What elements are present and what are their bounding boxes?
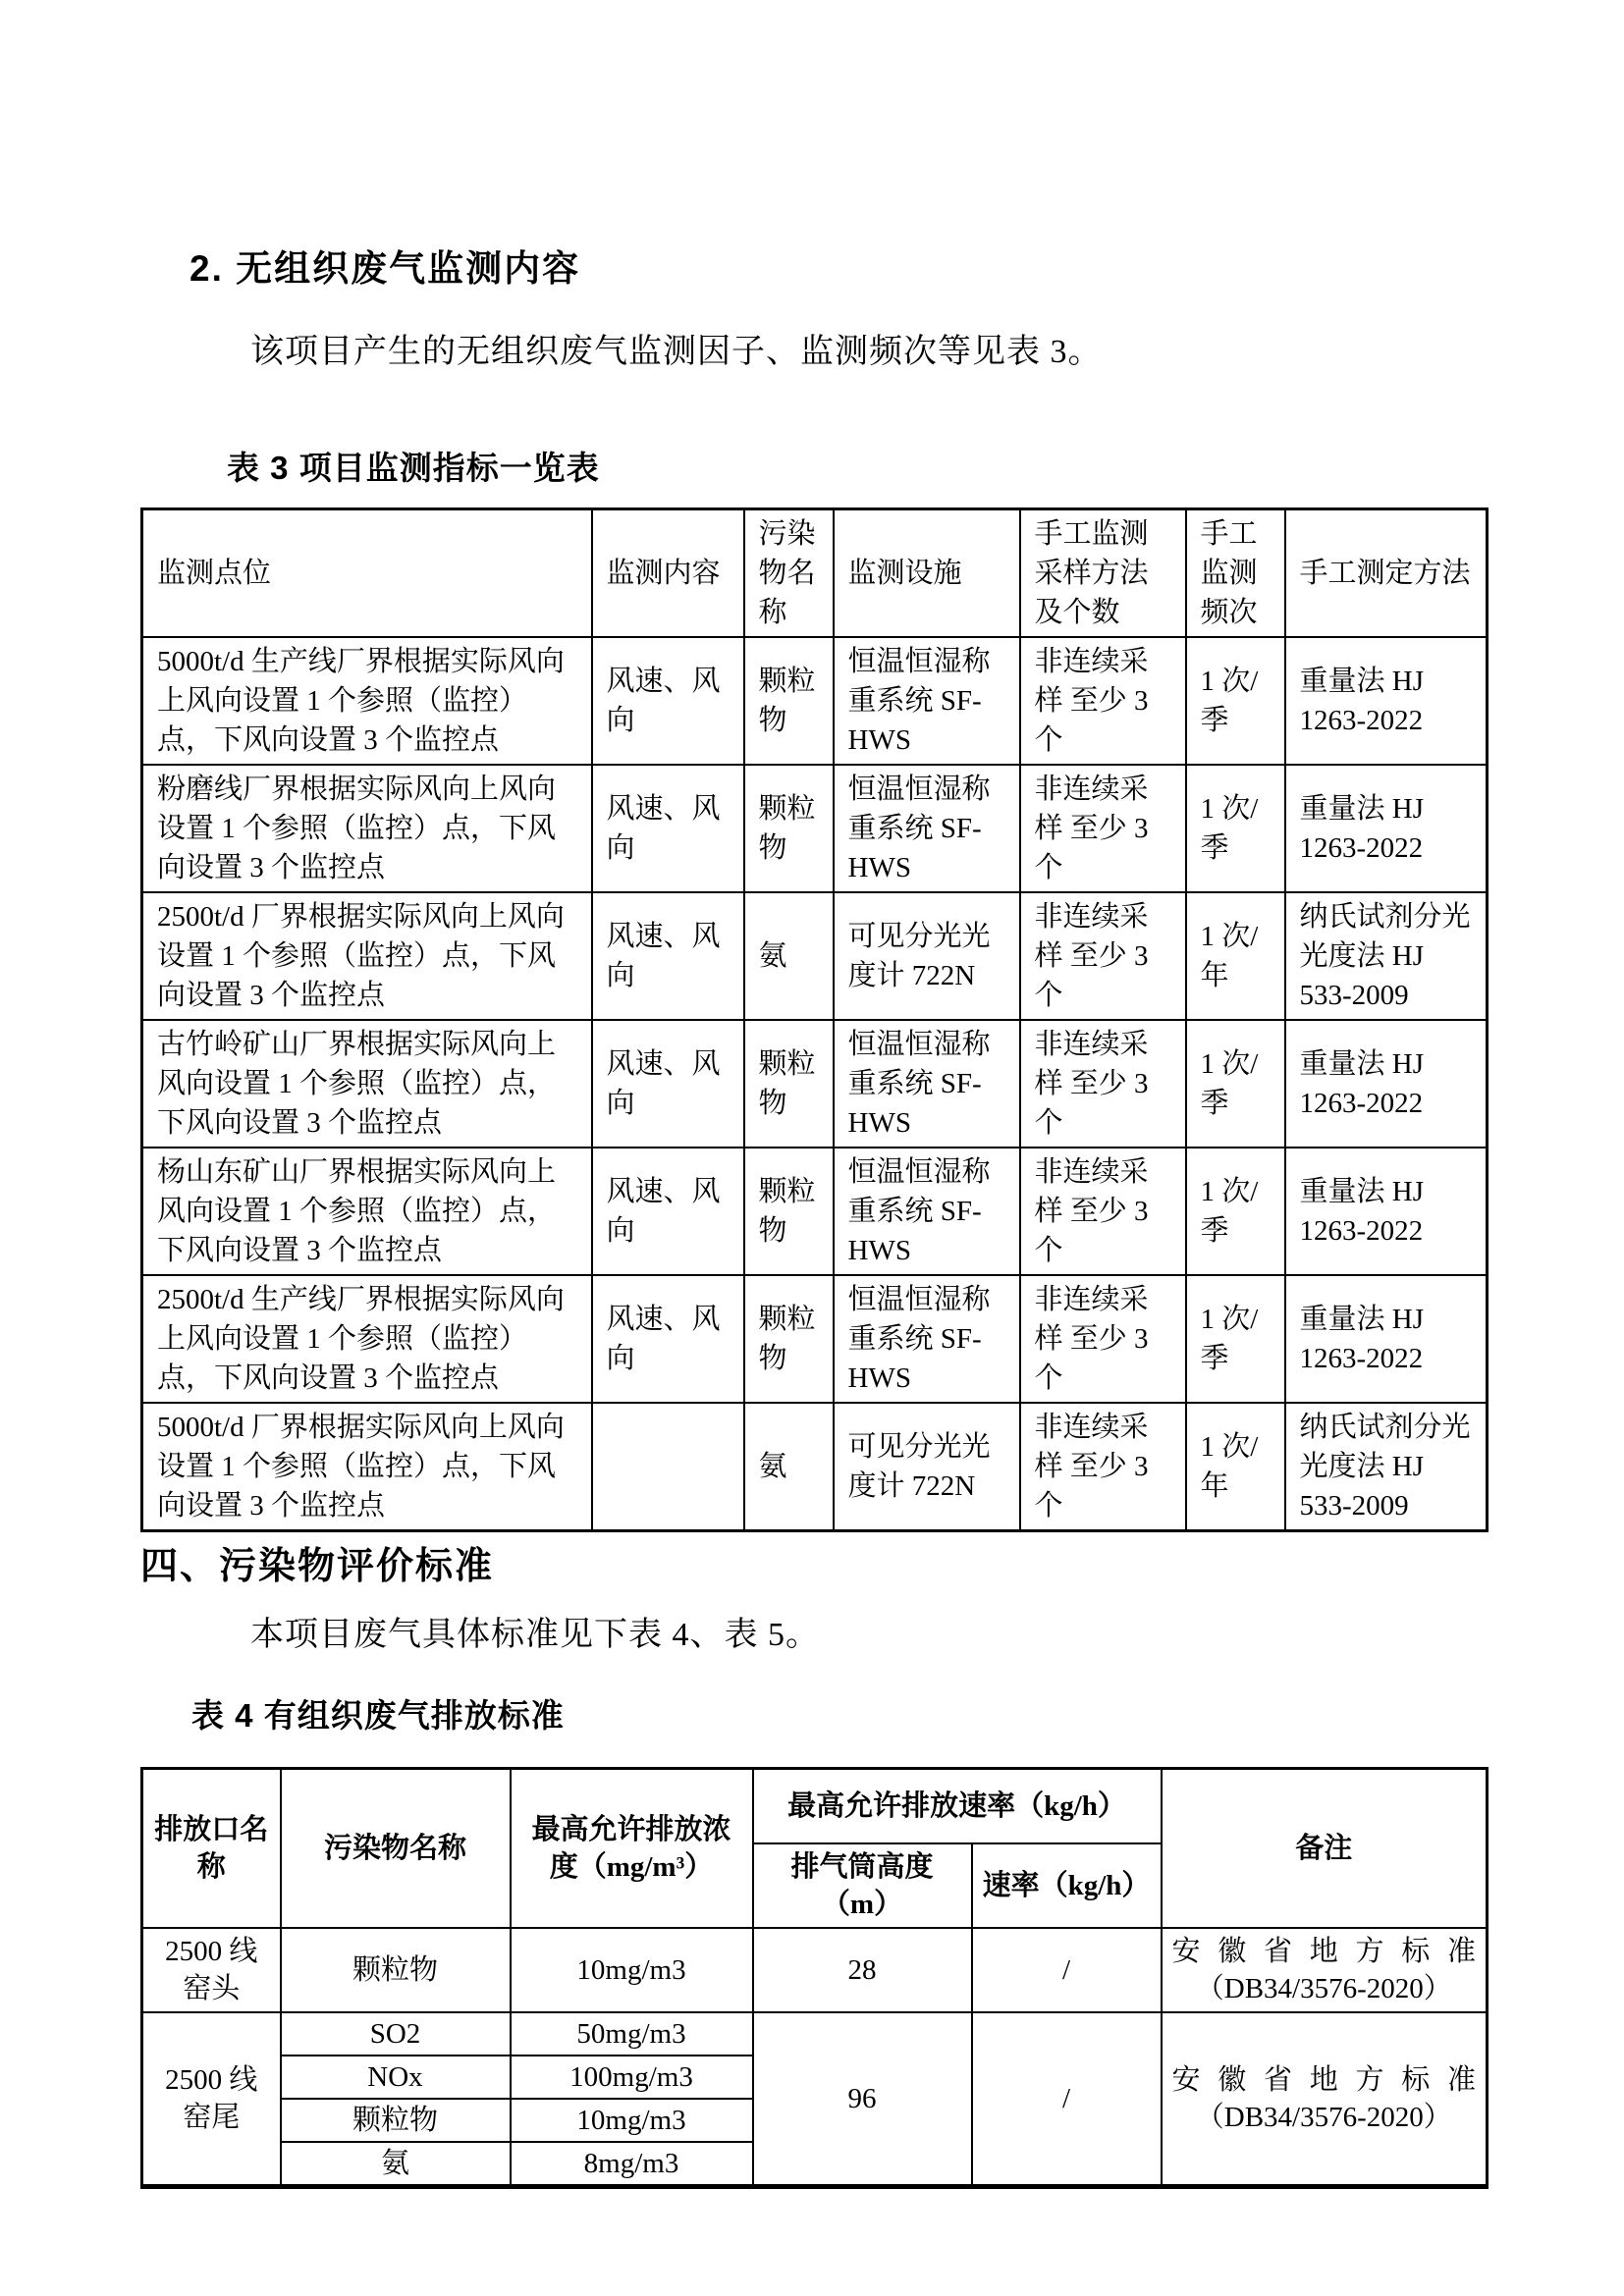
table4-cell: 2500 线窑头	[142, 1928, 281, 2012]
table4-header-cell: 排气筒高度（m）	[753, 1843, 972, 1928]
table4-header-cell: 污染物名称	[281, 1769, 511, 1928]
table4-header-row	[142, 1769, 1488, 1843]
table3-cell: 2500t/d 厂界根据实际风向上风向设置 1 个参照（监控）点，下风向设置 3 个监控点	[142, 892, 592, 1020]
document-content	[0, 247, 1624, 2189]
table3-cell: 非连续采样 至少 3 个	[1020, 637, 1186, 765]
table3-cell: 重量法 HJ 1263-2022	[1285, 1275, 1488, 1403]
table3-cell: 非连续采样 至少 3 个	[1020, 765, 1186, 892]
table3-row	[142, 1403, 1488, 1531]
table3-cell: 可见分光光度计 722N	[834, 1403, 1020, 1531]
section-heading-pollutant-evaluation-standards: 四、污染物评价标准	[140, 1546, 495, 1587]
table3-cell: 恒温恒湿称重系统 SF-HWS	[834, 637, 1020, 765]
table3-cell: 1 次/年	[1186, 1403, 1285, 1531]
table3-cell: 粉磨线厂界根据实际风向上风向设置 1 个参照（监控）点，下风向设置 3 个监控点	[142, 765, 592, 892]
table3-cell: 1 次/季	[1186, 1020, 1285, 1148]
table3-cell: 风速、风向	[592, 892, 744, 1020]
table4-cell: 氨	[281, 2142, 511, 2187]
table4-cell: SO2	[281, 2012, 511, 2056]
table3-header-cell: 监测内容	[592, 509, 744, 638]
table3-cell: 恒温恒湿称重系统 SF-HWS	[834, 1275, 1020, 1403]
table3-header-cell: 手工监测频次	[1186, 509, 1285, 638]
table3-cell: 5000t/d 厂界根据实际风向上风向设置 1 个参照（监控）点，下风向设置 3 个监控点	[142, 1403, 592, 1531]
table3-header-row	[142, 509, 1488, 638]
table3-cell: 重量法 HJ 1263-2022	[1285, 765, 1488, 892]
table3-cell: 颗粒物	[744, 1148, 834, 1275]
table4-cell: NOx	[281, 2056, 511, 2099]
table3-cell: 非连续采样 至少 3 个	[1020, 892, 1186, 1020]
table3-row	[142, 892, 1488, 1020]
table4-header-cell: 最高允许排放速率（kg/h）	[753, 1769, 1162, 1843]
section-heading-unorganized-gas-monitoring: 2. 无组织废气监测内容	[189, 248, 581, 289]
table4-cell: 2500 线窑尾	[142, 2012, 281, 2187]
table4-cell: 颗粒物	[281, 2099, 511, 2142]
section2-paragraph: 该项目产生的无组织废气监测因子、监测频次等见表 3。	[250, 334, 1103, 370]
table3-cell: 氨	[744, 1403, 834, 1531]
table4-cell: 100mg/m3	[511, 2056, 753, 2099]
table3-row	[142, 1020, 1488, 1148]
table4-cell: 96	[753, 2012, 972, 2187]
table3-cell: 风速、风向	[592, 1148, 744, 1275]
table3-cell: 非连续采样 至少 3 个	[1020, 1403, 1186, 1531]
table3-cell: 非连续采样 至少 3 个	[1020, 1148, 1186, 1275]
table3-cell: 风速、风向	[592, 1020, 744, 1148]
table3-cell: 颗粒物	[744, 1020, 834, 1148]
table4-header-cell: 最高允许排放浓度（mg/m³）	[511, 1769, 753, 1928]
table4-organized-gas-emission-standards	[140, 1767, 1489, 2189]
table3-cell: 1 次/年	[1186, 892, 1285, 1020]
table4-cell: 28	[753, 1928, 972, 2012]
table3-cell: 2500t/d 生产线厂界根据实际风向上风向设置 1 个参照（监控）点，下风向设置 3 个监控点	[142, 1275, 592, 1403]
table4-header-cell: 排放口名称	[142, 1769, 281, 1928]
table4-cell: /	[972, 2012, 1162, 2187]
table3-cell: 颗粒物	[744, 637, 834, 765]
table3-cell: 风速、风向	[592, 637, 744, 765]
table3-cell: 重量法 HJ 1263-2022	[1285, 1020, 1488, 1148]
table3-title: 表 3 项目监测指标一览表	[227, 450, 600, 486]
table3-cell: 古竹岭矿山厂界根据实际风向上风向设置 1 个参照（监控）点，下风向设置 3 个监控点	[142, 1020, 592, 1148]
table3-cell: 氨	[744, 892, 834, 1020]
table3-header-cell: 监测点位	[142, 509, 592, 638]
table3-cell: 风速、风向	[592, 765, 744, 892]
table3-cell: 可见分光光度计 722N	[834, 892, 1020, 1020]
table4-row-kiln-head	[142, 1928, 1488, 2012]
table3-cell: 非连续采样 至少 3 个	[1020, 1020, 1186, 1148]
table3-cell: 纳氏试剂分光光度法 HJ 533-2009	[1285, 1403, 1488, 1531]
table4-header-cell: 备注	[1162, 1769, 1488, 1928]
table3-cell: 颗粒物	[744, 1275, 834, 1403]
table4-cell: 8mg/m3	[511, 2142, 753, 2187]
table3-header-cell: 手工监测采样方法及个数	[1020, 509, 1186, 638]
table3-cell: 1 次/季	[1186, 1275, 1285, 1403]
table3-cell: 风速、风向	[592, 1275, 744, 1403]
table3-cell: 1 次/季	[1186, 1148, 1285, 1275]
table4-title: 表 4 有组织废气排放标准	[191, 1697, 565, 1734]
table4-cell: 安徽省地方标准（DB34/3576-2020）	[1162, 2012, 1488, 2187]
table4-row-kiln-tail	[142, 2012, 1488, 2056]
table3-cell: 非连续采样 至少 3 个	[1020, 1275, 1186, 1403]
table4-cell: /	[972, 1928, 1162, 2012]
table3-row	[142, 765, 1488, 892]
table3-monitoring-indicators	[140, 507, 1489, 1532]
table3-cell: 1 次/季	[1186, 765, 1285, 892]
table3-cell	[592, 1403, 744, 1531]
table4-cell: 颗粒物	[281, 1928, 511, 2012]
table3-cell: 纳氏试剂分光光度法 HJ 533-2009	[1285, 892, 1488, 1020]
table3-cell: 恒温恒湿称重系统 SF-HWS	[834, 1020, 1020, 1148]
table3-header-cell: 手工测定方法	[1285, 509, 1488, 638]
table3-cell: 颗粒物	[744, 765, 834, 892]
table3-row	[142, 637, 1488, 765]
table4-cell: 10mg/m3	[511, 2099, 753, 2142]
table3-cell: 恒温恒湿称重系统 SF-HWS	[834, 765, 1020, 892]
table4-cell: 10mg/m3	[511, 1928, 753, 2012]
table4-cell: 安徽省地方标准（DB34/3576-2020）	[1162, 1928, 1488, 2012]
table3-header-cell: 污染物名称	[744, 509, 834, 638]
table3-cell: 1 次/季	[1186, 637, 1285, 765]
table4-header-cell: 速率（kg/h）	[972, 1843, 1162, 1928]
table3-cell: 重量法 HJ 1263-2022	[1285, 1148, 1488, 1275]
table3-header-cell: 监测设施	[834, 509, 1020, 638]
table3-cell: 5000t/d 生产线厂界根据实际风向上风向设置 1 个参照（监控）点，下风向设置 3 个监控点	[142, 637, 592, 765]
table3-cell: 恒温恒湿称重系统 SF-HWS	[834, 1148, 1020, 1275]
table4-cell: 50mg/m3	[511, 2012, 753, 2056]
table3-row	[142, 1148, 1488, 1275]
table3-cell: 重量法 HJ 1263-2022	[1285, 637, 1488, 765]
table3-cell: 杨山东矿山厂界根据实际风向上风向设置 1 个参照（监控）点，下风向设置 3 个监控点	[142, 1148, 592, 1275]
table3-row	[142, 1275, 1488, 1403]
section4-paragraph: 本项目废气具体标准见下表 4、表 5。	[250, 1617, 820, 1653]
